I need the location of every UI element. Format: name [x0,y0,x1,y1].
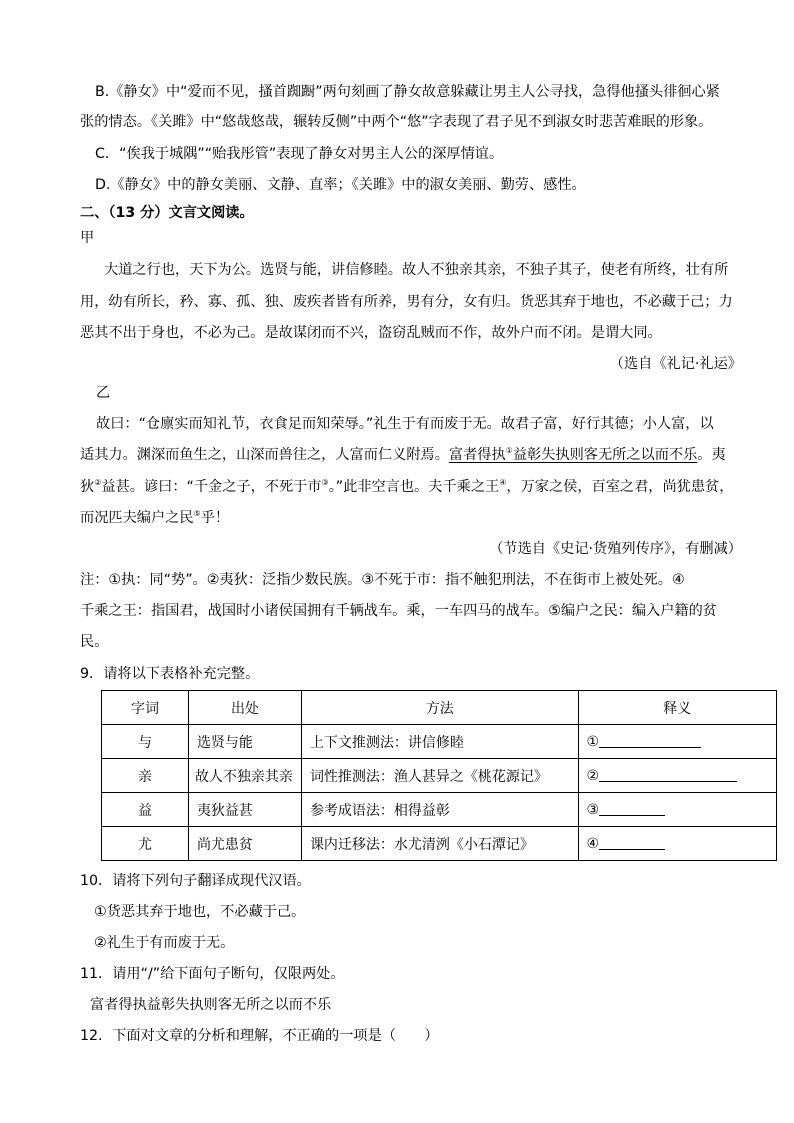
table-cell-method: 课内迁移法：水尤清洌《小石潭记》 [301,827,578,861]
table-cell-source: 尚尤患贫 [188,827,301,861]
passage-yi-line [80,508,229,528]
passage-jia-line: 用，幼有所长，矜、寡、孤、独、废疾者皆有所养，男有分，女有归。货恶其弃于地也，不必藏于己；力 [80,294,733,310]
notes-line: 千乘之王：指国君，战国时小诸侯国拥有千辆战车。乘，一车四马的战车。⑤编户之民：编入户籍的贫 [80,603,717,619]
answer-blank[interactable] [599,733,701,748]
question-10-item: ②礼生于有而废于无。 [94,935,235,951]
option-b-line1: B.《静女》中“爱而不见，搔首踟蹰”两句刻画了静女故意躲藏让男主人公寻找，急得他搔头徘徊心紧 [95,84,720,100]
passage-jia-line: 恶其不出于身也，不必为己。是故谋闭而不兴，盗窃乱贼而不作，故外户而不闭。是谓大同。 [80,325,662,341]
table-cell-source: 故人不独亲其亲 [188,759,301,793]
table-header: 方法 [301,691,578,725]
underlined-sentence [449,447,697,463]
passage-yi-line [80,445,726,465]
passage-text: ，万家之侯，百室之君，尚犹患贫， [506,479,734,495]
passage-jia-source: （选自《礼记·礼运》 [609,356,742,372]
footnote-marker: ① [505,446,513,455]
option-b-line2: 张的情态。《关雎》中“悠哉悠哉，辗转反侧”中两个“悠”字表现了君子见不到淑女时悲苦难眠的形象。 [80,114,713,130]
table-cell-method: 上下文推测法：讲信修睦 [301,725,578,759]
table-row [102,827,777,861]
question-11-sentence: 富者得执益彰失执则客无所之以而不乐 [90,997,332,1013]
notes-line: 民。 [80,634,109,650]
table-cell-source: 夷狄益甚 [188,793,301,827]
table-header: 释义 [578,691,776,725]
table-cell-method: 词性推测法：渔人甚异之《桃花源记》 [301,759,578,793]
table-cell-word: 亲 [102,759,189,793]
footnote-marker: ③ [321,478,329,487]
passage-jia-line: 大道之行也，天下为公。选贤与能，讲信修睦。故人不独亲其亲，不独子其子，使老有所终，壮有所 [104,262,729,278]
table-cell-answer[interactable] [578,793,776,827]
table-row [102,793,777,827]
passage-text: 适其力。渊深而鱼生之，山深而兽往之，人富而仁义附焉。 [80,447,449,463]
passage-text: 。”此非空言也。夫千乘之王 [328,479,500,495]
question-11-prompt: 11．请用“/”给下面句子断句，仅限两处。 [80,966,345,982]
passage-yi-label: 乙 [96,385,111,401]
table-cell-answer[interactable] [578,759,776,793]
passage-jia-label: 甲 [80,230,95,246]
underlined-text: 富者得执 [448,447,506,463]
question-12-prompt: 12．下面对文章的分析和理解，不正确的一项是（ ） [80,1028,439,1044]
passage-yi-source: （节选自《史记·货殖列传序》，有删减） [489,541,742,557]
passage-text: 乎！ [200,510,230,526]
table-cell-source: 选贤与能 [188,725,301,759]
table-row [102,725,777,759]
passage-text: 狄 [80,479,95,495]
table-cell-word: 益 [102,793,189,827]
footnote-marker: ⑤ [193,509,201,518]
question-9-prompt: 9．请将以下表格补充完整。 [80,666,260,682]
question-10-item: ①货恶其弃于地也，不必藏于己。 [94,904,306,920]
table-header: 出处 [188,691,301,725]
table-cell-word: 与 [102,725,189,759]
answer-number: ① [586,734,600,750]
passage-yi-line: 故曰：“仓廪实而知礼节，衣食足而知荣辱。”礼生于有而废于无。故君子富，好行其德；小人富，以 [96,416,714,432]
answer-number: ④ [586,836,600,852]
question-10-prompt: 10．请将下列句子翻译成现代汉语。 [80,873,311,889]
section-heading: 二、（13 分）文言文阅读。 [80,205,254,221]
answer-blank[interactable] [599,835,665,850]
footnote-marker: ② [94,478,102,487]
footnote-marker: ④ [499,478,507,487]
passage-text: 。夷 [697,447,726,463]
table-cell-answer[interactable] [578,725,776,759]
table-header: 字词 [102,691,189,725]
answer-blank[interactable] [599,801,665,816]
table-cell-word: 尤 [102,827,189,861]
answer-number: ③ [586,802,600,818]
passage-text: 而况匹夫编户之民 [80,510,194,526]
answer-blank[interactable] [599,767,737,782]
passage-yi-line [80,477,733,497]
notes-line: 注：①执：同“势”。②夷狄：泛指少数民族。③不死于市：指不触犯刑法，不在街市上被处死。④ [80,572,685,588]
underlined-text: 益彰失执则客无所之以而不乐 [512,447,698,463]
table-cell-answer[interactable] [578,827,776,861]
answer-number: ② [586,768,600,784]
table-row [102,759,777,793]
option-d: D.《静女》中的静女美丽、文静、直率；《关雎》中的淑女美丽、勤劳、感性。 [95,177,586,193]
option-c: C．“俟我于城隅”“贻我彤管”表现了静女对男主人公的深厚情谊。 [95,146,504,162]
passage-text: 益甚。谚曰：“千金之子，不死于市 [101,479,322,495]
table-header-row [102,691,777,725]
table-cell-method: 参考成语法：相得益彰 [301,793,578,827]
question-9-table [101,690,777,861]
